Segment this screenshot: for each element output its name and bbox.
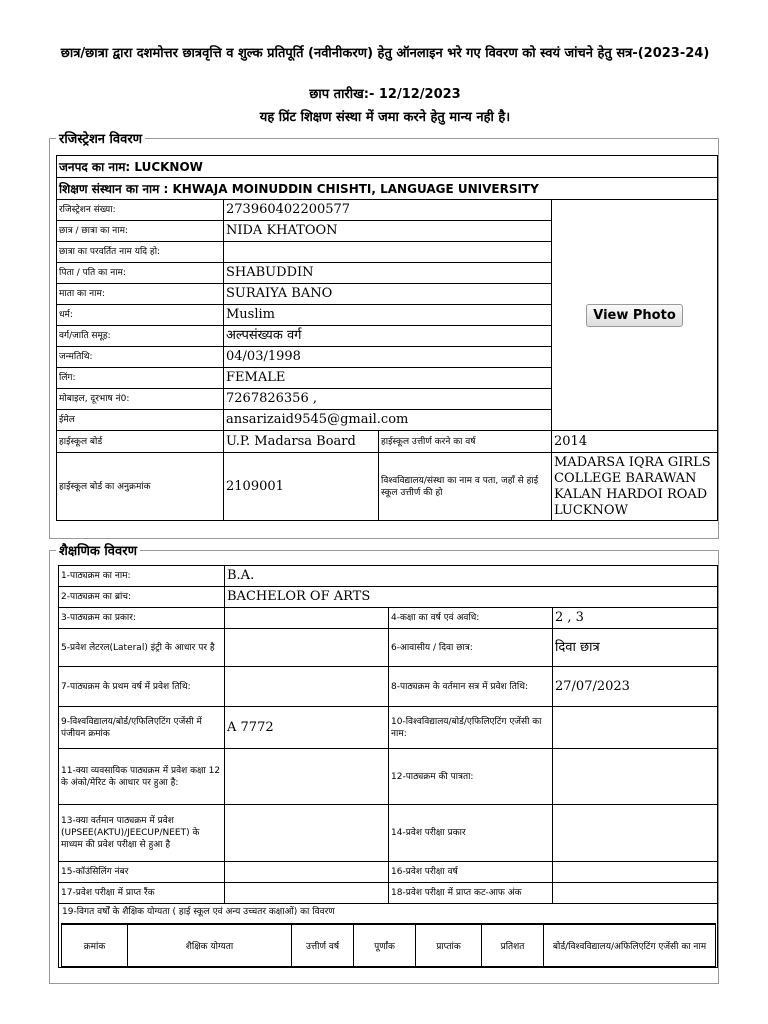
academic-row bbox=[59, 667, 718, 707]
field-label: 5-प्रवेश लेटरल(Lateral) इंट्री के आधार पर है bbox=[59, 629, 225, 667]
field-label: धर्म: bbox=[57, 305, 224, 326]
field-label: 16-प्रवेश परीक्षा वर्ष bbox=[389, 862, 553, 883]
hs-institution-label: विश्वविद्यालय/संस्था का नाम व पता, जहाँ से हाई स्कूल उत्तीर्ण की हो bbox=[379, 453, 552, 521]
academic-row bbox=[59, 608, 718, 629]
history-col-qualification: शैक्षिक योग्यता bbox=[128, 924, 292, 966]
academic-row bbox=[59, 883, 718, 904]
form-title: छात्र/छात्रा द्वारा दशमोत्तर छात्रवृत्ति व शुल्क प्रतिपूर्ति (नवीनीकरण) हेतु ऑनलाइन भरे गए विवरण को स्वयं जांचने हेतु सत्र-(2023-24) bbox=[60, 46, 710, 61]
history-col-max-marks: पूर्णांक bbox=[354, 924, 416, 966]
history-col-obtained: प्राप्तांक bbox=[416, 924, 482, 966]
field-label: वर्ग/जाति समूह: bbox=[57, 326, 224, 347]
academic-row bbox=[59, 862, 718, 883]
view-photo-button[interactable]: View Photo bbox=[586, 304, 683, 327]
field-value bbox=[553, 862, 718, 883]
course-name-row bbox=[59, 566, 718, 587]
history-col-percent: प्रतिशत bbox=[482, 924, 544, 966]
hs-roll-label: हाईस्कूल बोर्ड का अनुक्रमांक bbox=[57, 453, 224, 521]
field-label: छात्र / छात्रा का नाम: bbox=[57, 221, 224, 242]
history-label: 19-विगत वर्षों के शैक्षिक योग्यता ( हाई स्कूल एवं अन्य उच्चतर कक्षाओं) का विवरण bbox=[62, 907, 335, 917]
academic-row bbox=[59, 707, 718, 749]
field-value bbox=[225, 805, 389, 862]
field-value: 273960402200577 bbox=[224, 200, 552, 221]
field-value: A 7772 bbox=[225, 707, 389, 749]
field-value bbox=[224, 242, 552, 263]
field-label: लिंग: bbox=[57, 368, 224, 389]
photo-cell bbox=[552, 200, 718, 431]
print-date: छाप तारीख:- 12/12/2023 bbox=[309, 87, 461, 102]
field-label: 17-प्रवेश परीक्षा में प्राप्त रैंक bbox=[59, 883, 225, 904]
field-label: 4-कक्षा का वर्ष एवं अवधि: bbox=[389, 608, 553, 629]
history-col-serial: क्रमांक bbox=[62, 924, 128, 966]
hs-roll-row bbox=[57, 453, 718, 521]
hs-institution-value: MADARSA IQRA GIRLS COLLEGE BARAWAN KALAN HARDOI ROAD LUCKNOW bbox=[552, 453, 718, 521]
field-value: SURAIYA BANO bbox=[224, 284, 552, 305]
field-value: Muslim bbox=[224, 305, 552, 326]
field-label: रजिस्ट्रेशन संख्या: bbox=[57, 200, 224, 221]
field-label: 3-पाठ्यक्रम का प्रकार: bbox=[59, 608, 225, 629]
field-label: ईमेल bbox=[57, 410, 224, 431]
field-value bbox=[225, 608, 389, 629]
field-value bbox=[225, 629, 389, 667]
field-label: 8-पाठ्यक्रम के वर्तमान सत्र में प्रवेश तिथि: bbox=[389, 667, 553, 707]
course-name-label: 1-पाठ्यक्रम का नाम: bbox=[59, 566, 225, 587]
field-value: 7267826356 , bbox=[224, 389, 552, 410]
course-branch-label: 2-पाठ्यक्रम का ब्रांच: bbox=[59, 587, 225, 608]
field-value: 27/07/2023 bbox=[553, 667, 718, 707]
history-col-year: उत्तीर्ण वर्ष bbox=[292, 924, 354, 966]
field-value: अल्पसंख्यक वर्ग bbox=[224, 326, 552, 347]
history-row bbox=[59, 904, 718, 968]
field-value: FEMALE bbox=[224, 368, 552, 389]
institution-name: शिक्षण संस्थान का नाम : KHWAJA MOINUDDIN CHISHTI, LANGUAGE UNIVERSITY bbox=[57, 178, 718, 200]
history-table bbox=[61, 923, 716, 967]
field-label: 18-प्रवेश परीक्षा में प्राप्त कट-आफ अंक bbox=[389, 883, 553, 904]
registration-legend: रजिस्ट्रेशन विवरण bbox=[59, 132, 143, 147]
field-value bbox=[553, 707, 718, 749]
academic-row bbox=[59, 805, 718, 862]
field-label: 13-क्या वर्तमान पाठ्यक्रम में प्रवेश (UPSEE(AKTU)/JEECUP/NEET) के माध्यम की प्रवेश परीक्षा से हुआ है bbox=[59, 805, 225, 862]
field-label: 6-आवासीय / दिवा छात्र: bbox=[389, 629, 553, 667]
field-value bbox=[553, 805, 718, 862]
field-value bbox=[553, 883, 718, 904]
field-label: 15-कॉउंसिलिंग नंबर bbox=[59, 862, 225, 883]
field-value bbox=[225, 749, 389, 805]
field-value bbox=[225, 862, 389, 883]
field-label: 12-पाठ्यक्रम की पात्रता: bbox=[389, 749, 553, 805]
course-branch-value: BACHELOR OF ARTS bbox=[225, 587, 718, 608]
history-col-board: बोर्ड/विश्वविद्यालय/अफिलिएटिंग एजेंसी का नाम bbox=[544, 924, 716, 966]
field-label: माता का नाम: bbox=[57, 284, 224, 305]
field-value: 2 , 3 bbox=[553, 608, 718, 629]
hs-board-value: U.P. Madarsa Board bbox=[224, 431, 379, 453]
hs-year-label: हाईस्कूल उत्तीर्ण करने का वर्ष bbox=[379, 431, 552, 453]
field-value: दिवा छात्र bbox=[553, 629, 718, 667]
field-value: NIDA KHATOON bbox=[224, 221, 552, 242]
hs-board-row bbox=[57, 431, 718, 453]
hs-roll-value: 2109001 bbox=[224, 453, 379, 521]
field-value: ansarizaid9545@gmail.com bbox=[224, 410, 552, 431]
field-label: 10-विश्वविद्यालय/बोर्ड/एफिलिएटिंग एजेंसी का नाम: bbox=[389, 707, 553, 749]
field-label: 11-क्या व्यवसायिक पाठ्यक्रम में प्रवेश कक्षा 12 के अंको/मेरिट के आधार पर हुआ है: bbox=[59, 749, 225, 805]
field-label: 14-प्रवेश परीक्षा प्रकार bbox=[389, 805, 553, 862]
reg-row bbox=[57, 200, 718, 221]
field-value bbox=[225, 883, 389, 904]
print-note: यह प्रिंट शिक्षण संस्था में जमा करने हेतु मान्य नही है। bbox=[259, 110, 511, 125]
field-label: 9-विश्वविद्यालय/बोर्ड/एफिलिएटिंग एजेंसी में पंजीयन क्रमांक bbox=[59, 707, 225, 749]
academic-row bbox=[59, 749, 718, 805]
academic-legend: शैक्षणिक विवरण bbox=[59, 544, 137, 559]
field-label: 7-पाठ्यक्रम के प्रथम वर्ष में प्रवेश तिथि: bbox=[59, 667, 225, 707]
field-label: जन्मतिथि: bbox=[57, 347, 224, 368]
hs-year-value: 2014 bbox=[552, 431, 718, 453]
field-value: 04/03/1998 bbox=[224, 347, 552, 368]
course-branch-row bbox=[59, 587, 718, 608]
course-name-value: B.A. bbox=[225, 566, 718, 587]
district-name: जनपद का नाम: LUCKNOW bbox=[57, 156, 718, 178]
hs-board-label: हाईस्कूल बोर्ड bbox=[57, 431, 224, 453]
field-label: पिता / पति का नाम: bbox=[57, 263, 224, 284]
field-value bbox=[225, 667, 389, 707]
field-label: मोबाइल, दूरभाष नं0: bbox=[57, 389, 224, 410]
field-value: SHABUDDIN bbox=[224, 263, 552, 284]
field-value bbox=[553, 749, 718, 805]
registration-table bbox=[56, 155, 718, 521]
academic-table bbox=[58, 565, 718, 968]
academic-row bbox=[59, 629, 718, 667]
field-label: छात्रा का परवर्तित नाम यदि हो: bbox=[57, 242, 224, 263]
